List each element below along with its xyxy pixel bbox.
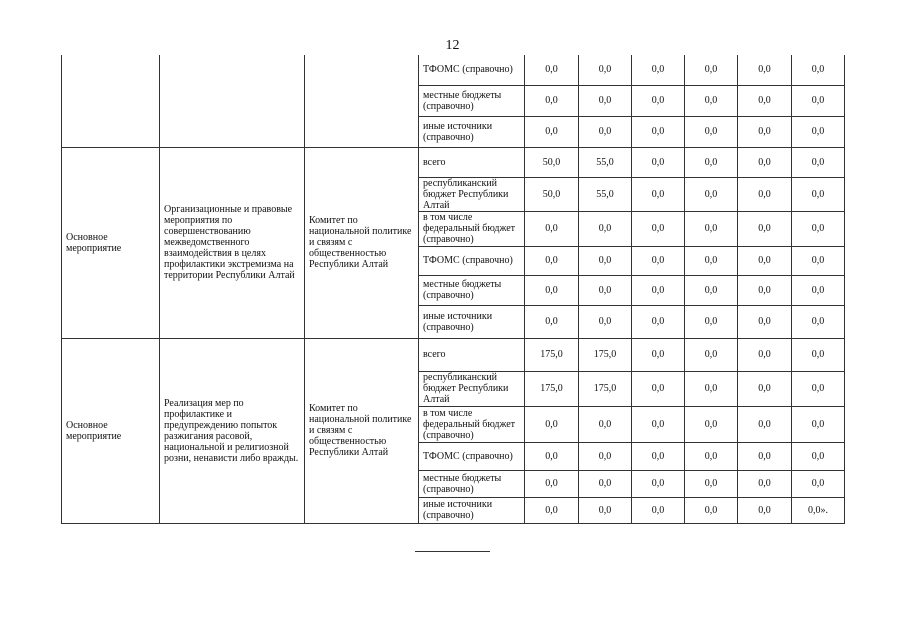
amount-cell: 0,0 bbox=[685, 442, 738, 470]
amount-cell: 0,0 bbox=[685, 147, 738, 177]
amount-cell: 0,0 bbox=[685, 116, 738, 147]
amount-cell: 0,0 bbox=[738, 371, 792, 406]
amount-cell: 0,0 bbox=[685, 338, 738, 371]
funding-source-cell: ТФОМС (справочно) bbox=[419, 442, 525, 470]
event-name-cell bbox=[160, 55, 305, 147]
funding-source-cell: республиканский бюджет Республики Алтай bbox=[419, 177, 525, 211]
table-row bbox=[62, 55, 845, 85]
amount-cell: 0,0 bbox=[738, 211, 792, 246]
amount-cell: 50,0 bbox=[525, 147, 579, 177]
event-name-cell: Реализация мер по профилактике и предупреждению попыток разжигания расовой, национальной и религиозной розни, ненависти либо вражды. bbox=[160, 338, 305, 523]
amount-cell: 175,0 bbox=[579, 338, 632, 371]
executor-cell: Комитет по национальной политике и связям с общественностью Республики Алтай bbox=[305, 338, 419, 523]
page-number: 12 bbox=[445, 38, 460, 53]
amount-cell: 0,0 bbox=[738, 147, 792, 177]
amount-cell: 0,0 bbox=[738, 497, 792, 523]
funding-source-cell: иные источники (справочно) bbox=[419, 305, 525, 338]
amount-cell: 0,0 bbox=[525, 442, 579, 470]
amount-cell: 0,0 bbox=[525, 406, 579, 442]
amount-cell: 0,0 bbox=[738, 55, 792, 85]
amount-cell: 0,0 bbox=[685, 211, 738, 246]
footnote-separator bbox=[415, 551, 490, 552]
amount-cell: 175,0 bbox=[579, 371, 632, 406]
event-type-cell bbox=[62, 55, 160, 147]
amount-cell: 0,0 bbox=[579, 497, 632, 523]
amount-cell: 0,0 bbox=[792, 85, 845, 116]
amount-cell: 0,0 bbox=[685, 85, 738, 116]
amount-cell: 0,0 bbox=[685, 305, 738, 338]
amount-cell: 0,0 bbox=[685, 406, 738, 442]
amount-cell: 0,0 bbox=[632, 371, 685, 406]
amount-cell: 0,0 bbox=[738, 442, 792, 470]
amount-cell: 0,0 bbox=[632, 406, 685, 442]
amount-cell: 0,0 bbox=[685, 275, 738, 305]
amount-cell: 0,0 bbox=[792, 246, 845, 275]
amount-cell: 0,0 bbox=[632, 305, 685, 338]
amount-cell: 0,0 bbox=[792, 147, 845, 177]
amount-cell: 0,0 bbox=[738, 177, 792, 211]
funding-source-cell: местные бюджеты (справочно) bbox=[419, 85, 525, 116]
amount-cell: 0,0 bbox=[579, 442, 632, 470]
funding-source-cell: иные источники (справочно) bbox=[419, 116, 525, 147]
amount-cell: 0,0 bbox=[525, 275, 579, 305]
funding-source-cell: в том числе федеральный бюджет (справочно) bbox=[419, 211, 525, 246]
amount-cell: 0,0 bbox=[579, 246, 632, 275]
amount-cell: 0,0 bbox=[685, 470, 738, 497]
amount-cell: 0,0 bbox=[632, 275, 685, 305]
amount-cell: 0,0 bbox=[792, 470, 845, 497]
amount-cell: 0,0 bbox=[525, 497, 579, 523]
amount-cell: 0,0 bbox=[525, 470, 579, 497]
funding-source-cell: иные источники (справочно) bbox=[419, 497, 525, 523]
amount-cell: 0,0 bbox=[579, 406, 632, 442]
event-type-cell: Основное мероприятие bbox=[62, 147, 160, 338]
amount-cell: 0,0 bbox=[525, 246, 579, 275]
amount-cell: 0,0 bbox=[792, 211, 845, 246]
amount-cell: 0,0 bbox=[632, 85, 685, 116]
amount-cell: 0,0 bbox=[632, 442, 685, 470]
amount-cell: 0,0 bbox=[525, 211, 579, 246]
funding-source-cell: республиканский бюджет Республики Алтай bbox=[419, 371, 525, 406]
table-row bbox=[62, 147, 845, 177]
amount-cell: 55,0 bbox=[579, 147, 632, 177]
table-row bbox=[62, 338, 845, 371]
funding-source-cell: местные бюджеты (справочно) bbox=[419, 275, 525, 305]
amount-cell: 0,0 bbox=[738, 305, 792, 338]
amount-cell: 0,0 bbox=[792, 371, 845, 406]
event-type-cell: Основное мероприятие bbox=[62, 338, 160, 523]
amount-cell: 0,0 bbox=[579, 116, 632, 147]
amount-cell: 0,0 bbox=[792, 55, 845, 85]
amount-cell: 0,0 bbox=[632, 246, 685, 275]
amount-cell: 0,0 bbox=[632, 147, 685, 177]
amount-cell: 0,0 bbox=[632, 55, 685, 85]
amount-cell: 0,0 bbox=[792, 406, 845, 442]
amount-cell: 0,0 bbox=[792, 338, 845, 371]
funding-source-cell: в том числе федеральный бюджет (справочно) bbox=[419, 406, 525, 442]
amount-cell: 0,0 bbox=[525, 55, 579, 85]
amount-cell: 0,0 bbox=[579, 85, 632, 116]
amount-cell: 0,0 bbox=[525, 305, 579, 338]
amount-cell: 55,0 bbox=[579, 177, 632, 211]
funding-source-cell: всего bbox=[419, 338, 525, 371]
amount-cell: 0,0 bbox=[792, 177, 845, 211]
funding-source-cell: всего bbox=[419, 147, 525, 177]
amount-cell: 0,0 bbox=[738, 470, 792, 497]
amount-cell: 50,0 bbox=[525, 177, 579, 211]
amount-cell: 0,0 bbox=[579, 470, 632, 497]
amount-cell: 0,0 bbox=[738, 246, 792, 275]
amount-cell: 0,0 bbox=[525, 116, 579, 147]
amount-cell: 0,0 bbox=[738, 406, 792, 442]
amount-cell: 0,0 bbox=[525, 85, 579, 116]
funding-source-cell: местные бюджеты (справочно) bbox=[419, 470, 525, 497]
amount-cell: 0,0 bbox=[792, 116, 845, 147]
amount-cell: 0,0 bbox=[579, 275, 632, 305]
amount-cell: 0,0 bbox=[632, 116, 685, 147]
amount-cell: 0,0 bbox=[738, 338, 792, 371]
amount-cell: 0,0 bbox=[632, 497, 685, 523]
event-name-cell: Организационные и правовые мероприятия по совершенствованию межведомственного взаимодействия в целях профилактики экстремизма на территории Республики Алтай bbox=[160, 147, 305, 338]
amount-cell: 0,0 bbox=[632, 177, 685, 211]
amount-cell: 0,0 bbox=[792, 442, 845, 470]
amount-cell: 0,0 bbox=[685, 246, 738, 275]
amount-cell: 175,0 bbox=[525, 338, 579, 371]
amount-cell: 175,0 bbox=[525, 371, 579, 406]
amount-cell: 0,0». bbox=[792, 497, 845, 523]
executor-cell bbox=[305, 55, 419, 147]
amount-cell: 0,0 bbox=[632, 338, 685, 371]
amount-cell: 0,0 bbox=[579, 55, 632, 85]
amount-cell: 0,0 bbox=[579, 305, 632, 338]
amount-cell: 0,0 bbox=[792, 275, 845, 305]
amount-cell: 0,0 bbox=[632, 211, 685, 246]
amount-cell: 0,0 bbox=[738, 275, 792, 305]
amount-cell: 0,0 bbox=[685, 55, 738, 85]
amount-cell: 0,0 bbox=[738, 116, 792, 147]
amount-cell: 0,0 bbox=[738, 85, 792, 116]
funding-source-cell: ТФОМС (справочно) bbox=[419, 55, 525, 85]
budget-table bbox=[61, 55, 845, 524]
executor-cell: Комитет по национальной политике и связям с общественностью Республики Алтай bbox=[305, 147, 419, 338]
amount-cell: 0,0 bbox=[792, 305, 845, 338]
amount-cell: 0,0 bbox=[632, 470, 685, 497]
amount-cell: 0,0 bbox=[685, 371, 738, 406]
amount-cell: 0,0 bbox=[579, 211, 632, 246]
funding-source-cell: ТФОМС (справочно) bbox=[419, 246, 525, 275]
amount-cell: 0,0 bbox=[685, 497, 738, 523]
amount-cell: 0,0 bbox=[685, 177, 738, 211]
